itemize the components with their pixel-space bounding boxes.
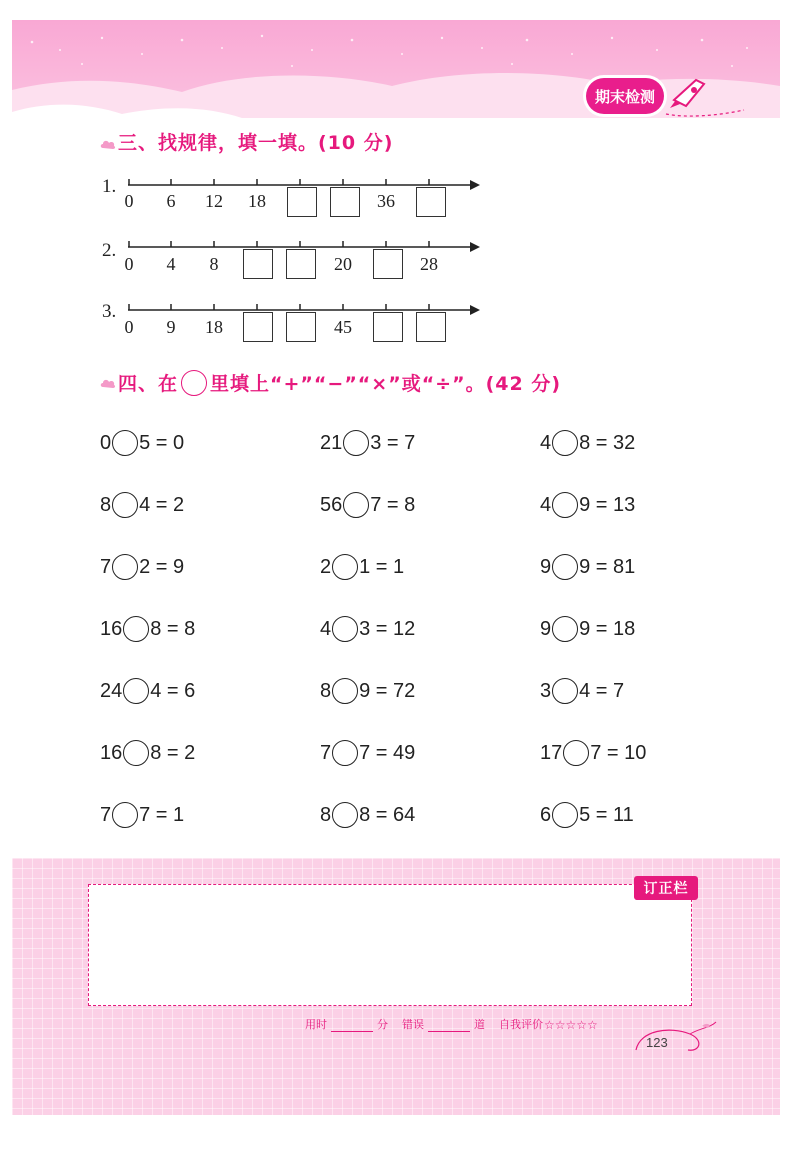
operator-circle[interactable] — [552, 554, 578, 580]
answer-box[interactable] — [243, 312, 273, 342]
answer-box[interactable] — [373, 312, 403, 342]
equation: 8 9 = 72 — [320, 678, 415, 704]
section-4-title: 四、在 里填上“+”“−”“×”或“÷”。(42 分) — [100, 369, 561, 396]
equation: 2 1 = 1 — [320, 554, 404, 580]
tick-label: 12 — [205, 191, 223, 211]
operator-circle[interactable] — [332, 678, 358, 704]
tick-label: 18 — [248, 191, 266, 211]
operator-circle[interactable] — [332, 740, 358, 766]
rating-stars[interactable]: ☆☆☆☆☆ — [544, 1018, 598, 1032]
operator-circle[interactable] — [552, 802, 578, 828]
operator-circle[interactable] — [112, 430, 138, 456]
page-number: 123 — [646, 1035, 668, 1050]
tick-label: 18 — [205, 317, 223, 337]
operator-circle[interactable] — [123, 616, 149, 642]
answer-box[interactable] — [416, 312, 446, 342]
operator-circle[interactable] — [552, 678, 578, 704]
equation: 7 2 = 9 — [100, 554, 184, 580]
correction-label: 订正栏 — [634, 876, 698, 900]
tick-label: 4 — [166, 254, 176, 274]
tick-label: 8 — [209, 254, 219, 274]
tick-label: 28 — [420, 254, 438, 274]
rocket-icon — [656, 70, 746, 120]
equation: 16 8 = 8 — [100, 616, 195, 642]
correction-box[interactable] — [88, 884, 692, 1006]
cloud-bullet-icon — [100, 138, 116, 150]
equation: 4 9 = 13 — [540, 492, 635, 518]
exam-badge: 期末检测 — [586, 78, 664, 114]
tick-label: 36 — [377, 191, 395, 211]
circle-symbol-icon — [181, 370, 207, 396]
operator-circle[interactable] — [563, 740, 589, 766]
operator-circle[interactable] — [343, 492, 369, 518]
operator-circle[interactable] — [123, 740, 149, 766]
tick-label: 45 — [334, 317, 352, 337]
answer-box[interactable] — [286, 312, 316, 342]
time-blank[interactable] — [331, 1021, 373, 1032]
operator-circle[interactable] — [112, 492, 138, 518]
equation: 6 5 = 11 — [540, 802, 634, 828]
equation: 4 3 = 12 — [320, 616, 415, 642]
equation: 17 7 = 10 — [540, 740, 646, 766]
tick-label: 20 — [334, 254, 352, 274]
answer-box[interactable] — [373, 249, 403, 279]
answer-box[interactable] — [286, 249, 316, 279]
equation: 24 4 = 6 — [100, 678, 195, 704]
operator-circle[interactable] — [112, 802, 138, 828]
operator-circle[interactable] — [343, 430, 369, 456]
operator-circle[interactable] — [552, 616, 578, 642]
equation: 16 8 = 2 — [100, 740, 195, 766]
section-3-title: 三、找规律，填一填。(10 分) — [100, 128, 393, 155]
operator-circle[interactable] — [552, 492, 578, 518]
operator-circle[interactable] — [123, 678, 149, 704]
equation: 3 4 = 7 — [540, 678, 624, 704]
operator-circle[interactable] — [332, 554, 358, 580]
equation: 7 7 = 1 — [100, 802, 184, 828]
page-number-swirl-icon — [630, 1020, 720, 1060]
equation: 8 4 = 2 — [100, 492, 184, 518]
equation: 9 9 = 81 — [540, 554, 635, 580]
equation: 21 3 = 7 — [320, 430, 415, 456]
answer-box[interactable] — [330, 187, 360, 217]
operator-circle[interactable] — [332, 802, 358, 828]
number-line-label: 2. — [102, 240, 117, 261]
equation: 56 7 = 8 — [320, 492, 415, 518]
tick-label: 9 — [166, 317, 176, 337]
equation: 9 9 = 18 — [540, 616, 635, 642]
equation: 7 7 = 49 — [320, 740, 415, 766]
equation: 8 8 = 64 — [320, 802, 415, 828]
number-line-label: 1. — [102, 176, 117, 197]
operator-circle[interactable] — [112, 554, 138, 580]
number-line-label: 3. — [102, 301, 117, 322]
equation: 0 5 = 0 — [100, 430, 184, 456]
answer-box[interactable] — [243, 249, 273, 279]
equation: 4 8 = 32 — [540, 430, 635, 456]
error-blank[interactable] — [428, 1021, 470, 1032]
tick-label: 6 — [166, 191, 176, 211]
answer-box[interactable] — [287, 187, 317, 217]
tick-label: 0 — [124, 191, 134, 211]
tick-label: 0 — [124, 254, 134, 274]
answer-box[interactable] — [416, 187, 446, 217]
tick-label: 0 — [124, 317, 134, 337]
operator-circle[interactable] — [552, 430, 578, 456]
footer-stats: 用时 分 错误 道 自我评价 ☆☆☆☆☆ — [305, 1018, 598, 1032]
operator-circle[interactable] — [332, 616, 358, 642]
cloud-bullet-icon — [100, 377, 116, 389]
